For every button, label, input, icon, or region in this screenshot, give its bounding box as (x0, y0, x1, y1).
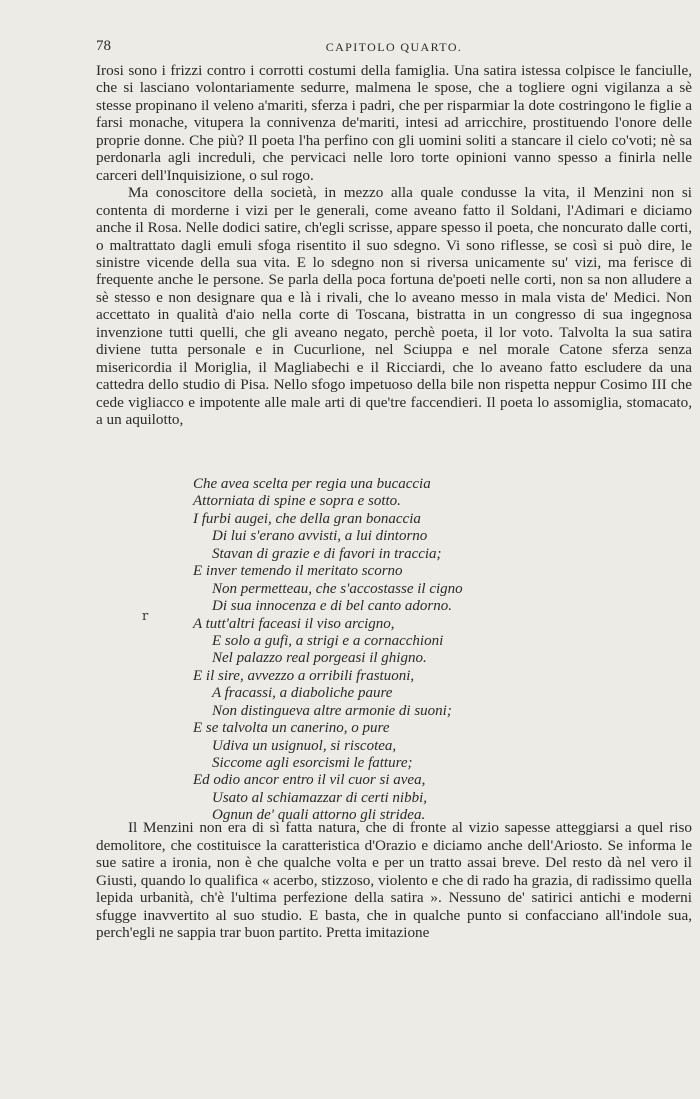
body-text-continued (96, 819, 692, 942)
running-title: CAPITOLO QUARTO. (325, 40, 463, 54)
verse-line: A tutt'altri faceasi il viso arcigno, (193, 615, 395, 632)
verse-line: Ed odio ancor entro il vil cuor si avea, (193, 772, 426, 789)
paragraph-2: Ma conoscitore della società, in mezzo alla quale condusse la vita, il Menzini non si contenta di morderne i vizi per le generali, come aveano fatto il Soldani, l'Adimari e diciamo anche il Rosa. Nelle dodici satire, ch'egli scrisse, appare spesso il poeta, che noncurato dalle corti, o maltrattato dagli emuli sfoga risentito il suo sdegno. Vi sono riflesse, se così si può dire, le sinistre vicende della sua vita. E lo sdegno non si riversa unicamente su' vizi, ma ferisce di frequente anche le persone. Se parla della poca fortuna de'poeti nelle corti, non sa non alludere a sè stesso e non designare qua e là i rivali, che lo aveano messo in mala vista de' Medici. Non accettato in qualità d'aio nella corte di Toscana, bistratta in un congresso di sua ingegnosa invenzione tutti quelli, che gli aveano negato, perchè poeta, il lor voto. Talvolta la sua satira diviene tutta personale e in Cucurlione, nel Sciuppa e nel morale Catone sferza senza misericordia il Moriglia, il Magliabechi e il Ricciardi, che lo aveano fatto escludere da una cattedra dello studio di Pisa. Nello sfogo impetuoso della bile non rispetta neppur Cosimo III che cede vigliacco e impotente alle male arti di que'tre faccendieri. Il poeta lo assomiglia, stomacato, a un aquilotto, (96, 184, 692, 429)
verse-line: E inver temendo il meritato scorno (193, 563, 403, 580)
verse-line: Usato al schiamazzar di certi nibbi, (212, 789, 428, 806)
verse-quotation (193, 476, 463, 825)
verse-line: Non permetteau, che s'accostasse il cigno (212, 580, 463, 597)
verse-line: Di lui s'erano avvisti, a lui dintorno (212, 528, 428, 545)
margin-mark: r (142, 609, 149, 624)
verse-line: I furbi augei, che della gran bonaccia (193, 510, 421, 527)
verse-line: Attorniata di spine e sopra e sotto. (193, 493, 401, 510)
verse-line: E se talvolta un canerino, o pure (193, 720, 390, 737)
verse-line: Che avea scelta per regia una bucaccia (193, 476, 431, 492)
page-header (96, 38, 692, 58)
verse-line: A fracassi, a diaboliche paure (212, 685, 393, 702)
verse-line: Stavan di grazie e di favori in traccia; (212, 545, 442, 562)
verse-line: Siccome agli esorcismi le fatture; (212, 755, 413, 771)
body-text (96, 62, 692, 429)
verse-line: Nel palazzo real porgeasi il ghigno. (212, 650, 427, 667)
verse-line: Ognun de' quali attorno gli stridea. (212, 807, 426, 824)
paragraph-1: Irosi sono i frizzi contro i corrotti costumi della famiglia. Una satira istessa colpisce le fanciulle, che si lasciano volontariamente sedurre, malmena le spose, che a togliere ogni vigilanza a sè stesse propinano il veleno a'mariti, sferza i padri, che per risparmiar la dote costringono le figlie a farsi monache, vitupera la connivenza de'mariti, intesi ad arricchire, prostituendo l'onore delle proprie donne. Che più? Il poeta l'ha perfino con gli uomini soliti a stancare il cielo co'voti; nè sa perdonarla agli increduli, che pervicaci nelle loro torte opinioni vanno spesso a finirla nelle carceri dell'Inquisizione, o sul rogo. (96, 62, 692, 184)
verse-line: Di sua innocenza e di bel canto adorno. (212, 598, 452, 615)
verse-line: E il sire, avvezzo a orribili frastuoni, (193, 667, 415, 684)
paragraph-3: Il Menzini non era di sì fatta natura, che di fronte al vizio sapesse atteggiarsi a quel riso demolitore, che costituisce la caratteristica d'Orazio e diciamo anche dell'Ariosto. Se informa le sue satire a ironia, non è che qualche volta e per un tratto assai breve. Del resto dà nel vero il Giusti, quando lo qualifica « acerbo, stizzoso, violento e che di rado ha grazia, di radissimo quella lepida urbanità, ch'è l'ultima perfezione della satira ». Nessuno de' satirici antichi e moderni sfugge inavvertito al suo studio. E basta, che in qualche punto si confacciano all'indole sua, perch'egli ne sappia trar buon partito. Pretta imitazione (96, 819, 692, 941)
verse-line: E solo a gufi, a strigi e a cornacchioni (212, 632, 444, 649)
verse-line: Non distingueva altre armonie di suoni; (212, 702, 452, 719)
verse-line: Udiva un usignuol, si riscotea, (212, 737, 397, 754)
page-number: 78 (96, 38, 111, 54)
